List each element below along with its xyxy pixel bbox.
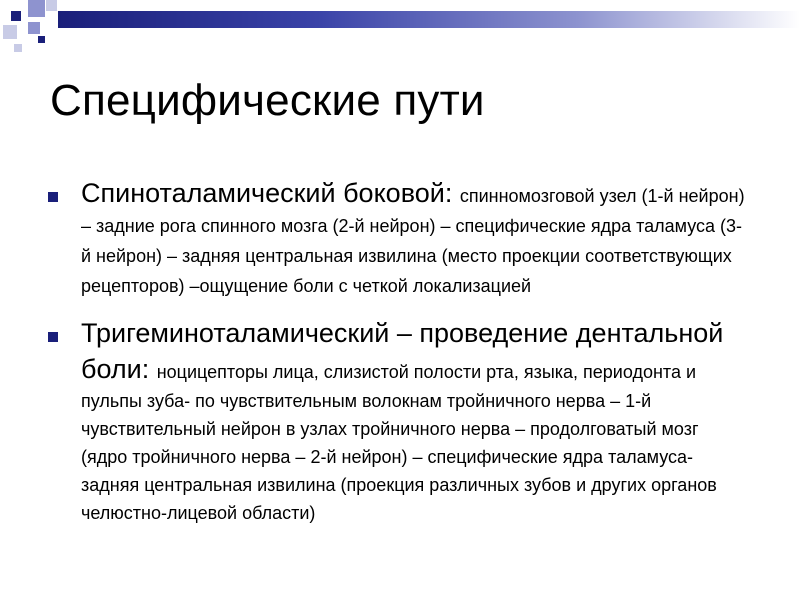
list-item-text: спинномозговой узел (1-й нейрон) – задние рога спинного мозга (2-й нейрон) – специфические ядра таламуса (3-й нейрон) – задняя центральная извилина (место проекции соответствующих рецепторов) –ощущение боли с четкой локализацией <box>81 186 745 296</box>
deco-square <box>28 22 40 34</box>
deco-square <box>38 36 45 43</box>
list-item-text: ноцицепторы лица, слизистой полости рта, языка, периодонта и пульпы зуба- по чувствительным волокнам тройничного нерва – 1-й чувствительный нейрон в узлах тройничного нерва – продолговатый мозг (ядро тройничного нерва – 2-й нейрон) – специфические ядра таламуса- задняя центральная извилина (проекция различных зубов и других органов челюстно-лицевой области) <box>81 362 717 523</box>
deco-square <box>28 0 45 17</box>
list-item-lead: Тригеминоталамический – проведение дентальной боли: <box>81 318 724 384</box>
list-item-lead: Спиноталамический боковой: <box>81 178 460 208</box>
slide-title: Специфические пути <box>50 76 485 125</box>
header-gradient-bar <box>58 11 800 28</box>
deco-square <box>3 25 17 39</box>
deco-square <box>14 44 22 52</box>
square-bullet-icon <box>48 332 58 342</box>
list-item <box>48 178 748 302</box>
header-decoration <box>0 0 800 60</box>
list-item <box>48 315 748 527</box>
list-item-content <box>81 178 748 302</box>
deco-square <box>11 11 21 21</box>
bullet-list <box>48 178 748 527</box>
square-bullet-icon <box>48 192 58 202</box>
deco-square <box>46 0 57 11</box>
list-item-content <box>81 315 748 527</box>
